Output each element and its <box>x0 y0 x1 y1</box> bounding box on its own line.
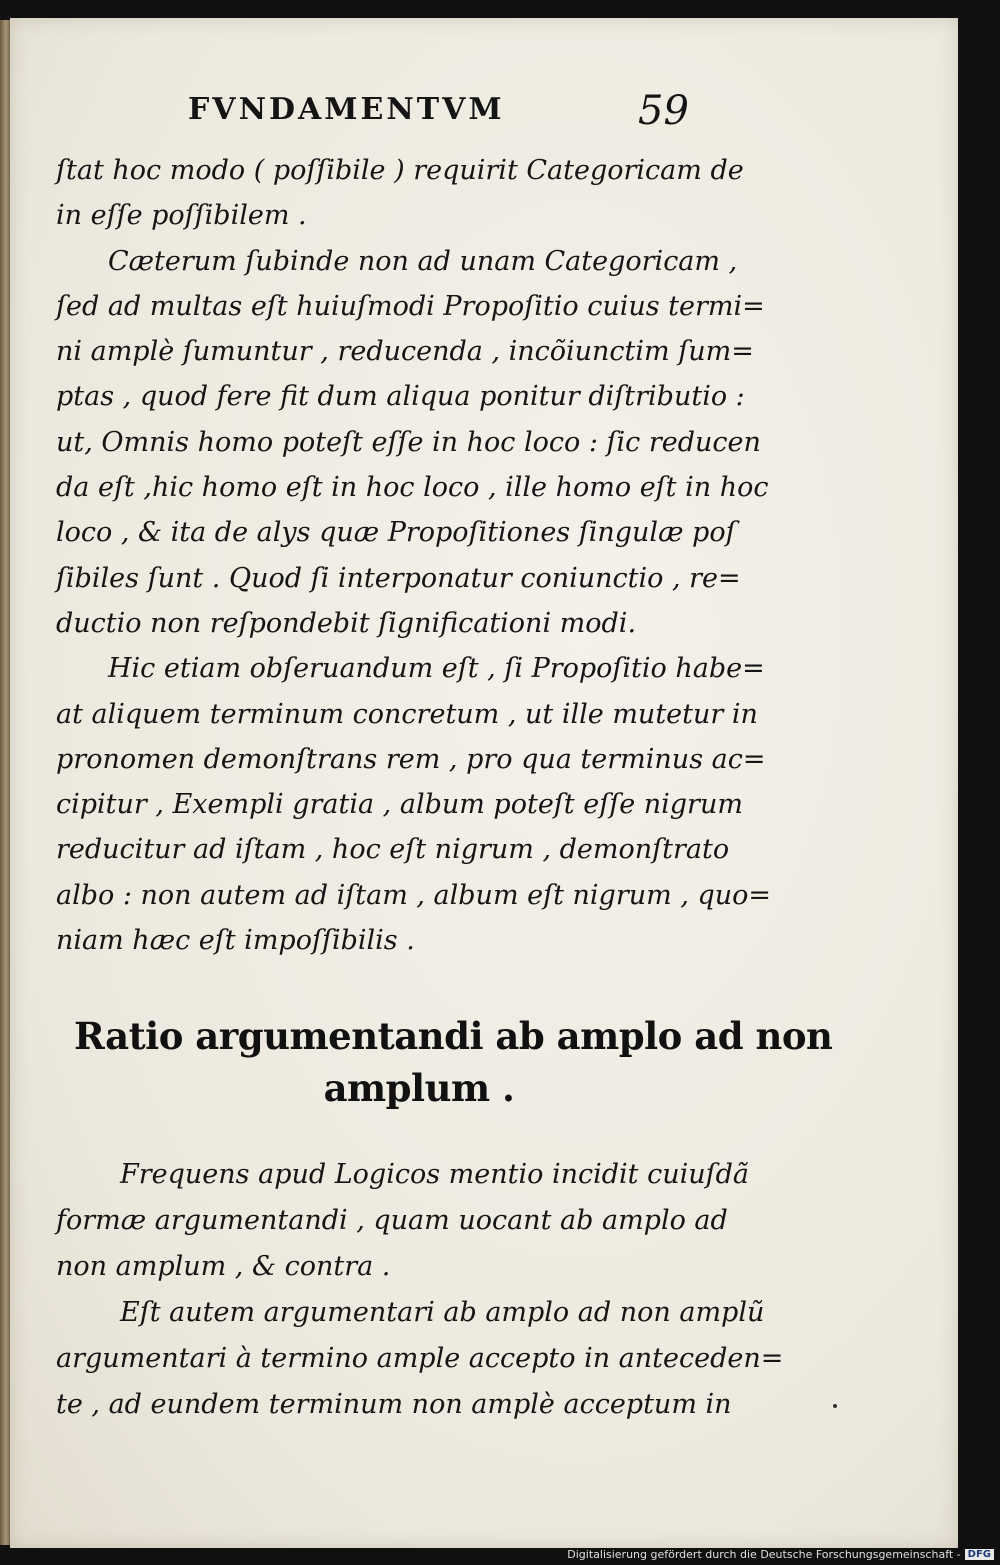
text-line: albo : non autem ad iſtam , album eſt nigrum , quo= <box>56 879 772 911</box>
text-line: ut, Omnis homo poteſt eſſe in hoc loco : ſic reducen <box>56 426 761 458</box>
text-line: reducitur ad iſtam , hoc eſt nigrum , demonſtrato <box>56 834 730 866</box>
digitization-credit <box>567 1548 994 1561</box>
body-text-upper <box>56 148 776 963</box>
book-page <box>10 18 958 1548</box>
paragraph-1 <box>56 148 776 239</box>
text-line: Hic etiam obſeruandum eſt , ſi Propoſitio habe= <box>108 653 765 685</box>
heading-line: amplum . <box>323 1066 515 1110</box>
text-line: non amplum , & contra . <box>56 1251 391 1282</box>
text-line: in eſſe poſſibilem . <box>56 200 307 232</box>
page-number: 59 <box>638 88 689 134</box>
ink-dot <box>833 1404 837 1408</box>
text-line: Cæterum ſubinde non ad unam Categoricam , <box>108 245 738 277</box>
paragraph-3 <box>56 646 776 963</box>
text-line: Frequens apud Logicos mentio incidit cuiuſdã <box>120 1159 749 1190</box>
text-line: argumentari à termino ample accepto in anteceden= <box>56 1343 784 1374</box>
text-line: niam hæc eſt impoſſibilis . <box>56 925 415 957</box>
paragraph-4 <box>56 1152 776 1290</box>
heading-line: Ratio argumentandi ab amplo ad non <box>74 1014 833 1058</box>
text-line: pronomen demonſtrans rem , pro qua terminus ac= <box>56 743 766 775</box>
text-line: ptas , quod fere fit dum aliqua ponitur diſtributio : <box>56 381 745 413</box>
text-line: formæ argumentandi , quam uocant ab amplo ad <box>56 1205 728 1236</box>
text-line: ſibiles ſunt . Quod ſi interponatur coniunctio , re= <box>56 562 741 594</box>
running-head: FVNDAMENTVM <box>188 92 505 127</box>
text-line: Eſt autem argumentari ab amplo ad non amplũ <box>120 1297 765 1328</box>
body-text-lower <box>56 1152 784 1428</box>
dfg-logo-icon: DFG <box>965 1549 994 1560</box>
text-line: ductio non reſpondebit ſignificationi modi. <box>56 607 637 639</box>
text-line: ſed ad multas eſt huiuſmodi Propoſitio cuius termi= <box>56 290 765 322</box>
text-line: ſtat hoc modo ( poſſibile ) requirit Categoricam de <box>56 155 744 186</box>
text-line: te , ad eundem terminum non amplè acceptum in <box>56 1389 732 1420</box>
text-line: cipitur , Exempli gratia , album poteſt eſſe nigrum <box>56 789 743 821</box>
paragraph-2 <box>56 239 776 647</box>
text-line: ni amplè ſumuntur , reducenda , incõiunctim ſum= <box>56 336 754 368</box>
section-heading <box>74 1010 833 1114</box>
text-line: loco , & ita de alys quæ Propoſitiones ſingulæ poſ <box>56 517 736 549</box>
text-line: da eſt ,hic homo eſt in hoc loco , ille homo eſt in hoc <box>56 472 769 504</box>
paragraph-5 <box>56 1290 784 1428</box>
text-line: at aliquem terminum concretum , ut ille mutetur in <box>56 698 758 730</box>
credit-text: Digitalisierung gefördert durch die Deutsche Forschungsgemeinschaft - <box>567 1548 961 1561</box>
